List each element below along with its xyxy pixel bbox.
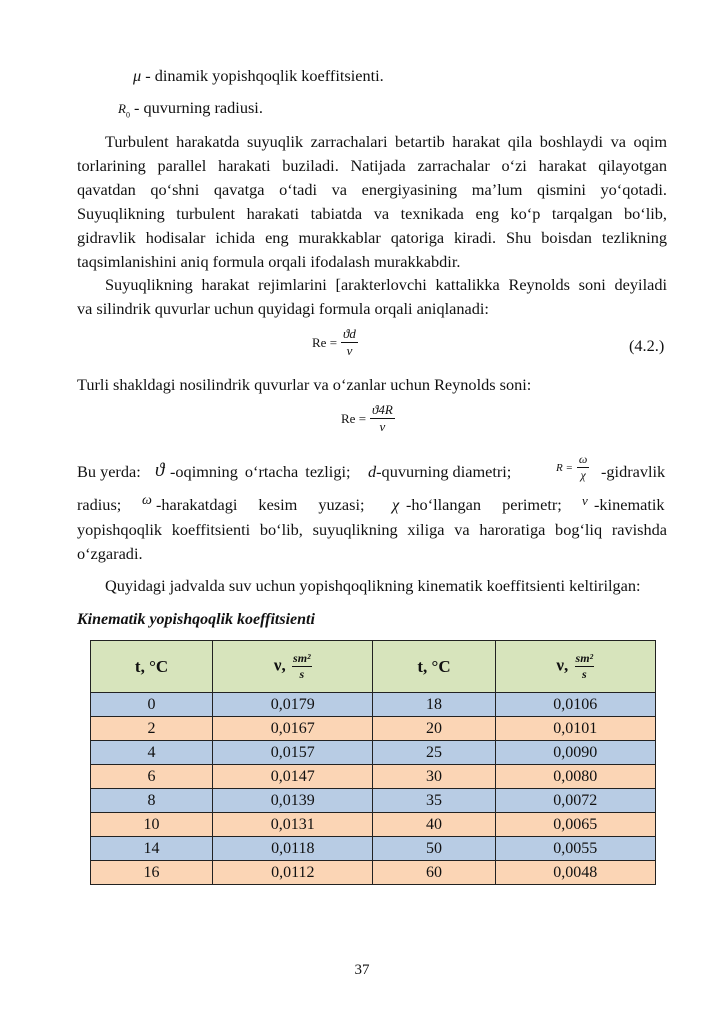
table-row — [91, 837, 656, 861]
table-row — [91, 765, 656, 789]
cell-temperature: 10 — [91, 813, 213, 837]
formula-number: (4.2.) — [629, 336, 665, 355]
header-unit-fraction — [292, 651, 312, 682]
table-row — [91, 789, 656, 813]
header-viscosity — [495, 641, 655, 693]
cell-viscosity: 0,0118 — [213, 837, 373, 861]
cell-viscosity: 0,0131 — [213, 813, 373, 837]
explanation-hydraulic: -gidravlik — [601, 462, 666, 481]
formula-reynolds-cylindrical — [312, 326, 358, 359]
explanation-area: -harakatdagi kesim yuzasi; — [156, 495, 365, 514]
paragraph-line: torlarining parallel harakati buziladi. Natijada zarrachalar o‘zi harakat qilayotgan — [77, 156, 667, 175]
definition-mu — [133, 66, 384, 86]
paragraph-line: Suyuqlikning turbulent harakati tabiatda va texnikada eng ko‘p tarqalgan bo‘lib, — [77, 204, 667, 223]
header-label: ν, — [556, 655, 569, 675]
cell-temperature: 50 — [373, 837, 495, 861]
paragraph-line: Turbulent harakatda suyuqlik zarrachalari betartib harakat qila boshlaydi va oqim — [105, 132, 667, 151]
paragraph-line: o‘zgaradi. — [77, 544, 143, 563]
cell-viscosity: 0,0157 — [213, 741, 373, 765]
cell-temperature: 60 — [373, 861, 495, 885]
table-header-row — [91, 641, 656, 693]
cell-viscosity: 0,0048 — [495, 861, 655, 885]
cell-viscosity: 0,0179 — [213, 693, 373, 717]
unit-denominator: s — [299, 667, 305, 681]
cell-temperature: 20 — [373, 717, 495, 741]
symbol-r-subscript: 0 — [125, 110, 130, 120]
cell-viscosity: 0,0106 — [495, 693, 655, 717]
symbol-omega — [142, 493, 152, 509]
cell-temperature: 2 — [91, 717, 213, 741]
formula-denominator: ν — [379, 419, 386, 434]
symbol-nu-text: ν — [582, 493, 588, 508]
formula-numerator: ϑ4R — [372, 402, 393, 417]
cell-temperature: 25 — [373, 741, 495, 765]
paragraph-line: taqsimlanishini aniq formula orqali ifodalash murakkabdir. — [77, 252, 461, 271]
cell-temperature: 35 — [373, 789, 495, 813]
explanation-radius: radius; — [77, 495, 122, 514]
paragraph-line: qavatdan qo‘shni qavatga o‘tadi va energiyasining ma’lum qismini yo‘qotadi. — [77, 180, 667, 199]
cell-viscosity: 0,0112 — [213, 861, 373, 885]
viscosity-table — [90, 640, 656, 885]
explanation-kinematic: -kinematik — [594, 495, 665, 514]
definition-text: - dinamik yopishqoqlik koeffitsienti. — [141, 66, 384, 85]
symbol-r: R — [118, 101, 126, 116]
cell-viscosity: 0,0065 — [495, 813, 655, 837]
definition-text: - quvurning radiusi. — [129, 98, 263, 117]
table-row — [91, 861, 656, 885]
formula-fraction — [370, 402, 395, 435]
cell-temperature: 30 — [373, 765, 495, 789]
cell-temperature: 18 — [373, 693, 495, 717]
unit-numerator: sm² — [293, 651, 311, 665]
cell-temperature: 4 — [91, 741, 213, 765]
cell-viscosity: 0,0139 — [213, 789, 373, 813]
cell-viscosity: 0,0147 — [213, 765, 373, 789]
table-row — [91, 813, 656, 837]
cell-viscosity: 0,0090 — [495, 741, 655, 765]
cell-viscosity: 0,0080 — [495, 765, 655, 789]
cell-viscosity: 0,0055 — [495, 837, 655, 861]
symbol-mu: μ — [133, 66, 142, 85]
explanation-velocity: -oqimning o‘rtacha tezligi; — [170, 462, 351, 481]
formula-denominator: ν — [346, 343, 353, 358]
formula-numerator: ϑd — [343, 326, 356, 341]
formula-lhs: Re = — [341, 410, 367, 426]
header-temperature — [373, 641, 495, 693]
symbol-nu — [582, 493, 588, 509]
formula-numerator: ω — [578, 452, 588, 466]
explanation-diameter — [368, 462, 511, 482]
paragraph-line: Suyuqlikning harakat rejimlarini [arakterlovchi kattalikka Reynolds soni deyiladi — [105, 275, 667, 294]
page-number: 37 — [354, 962, 370, 978]
cell-temperature: 16 — [91, 861, 213, 885]
paragraph-line: va silindrik quvurlar uchun quyidagi formula orqali aniqlanadi: — [77, 299, 489, 318]
header-temperature — [91, 641, 213, 693]
cell-viscosity: 0,0167 — [213, 717, 373, 741]
definition-r0 — [118, 98, 263, 119]
explanation-perimeter: -ho‘llangan perimetr; — [406, 495, 562, 514]
formula-fraction — [341, 326, 358, 359]
symbol-theta — [155, 460, 164, 482]
table-row — [91, 693, 656, 717]
table-row — [91, 741, 656, 765]
header-viscosity — [213, 641, 373, 693]
cell-temperature: 0 — [91, 693, 213, 717]
header-label: t, °C — [134, 656, 169, 676]
paragraph-table-intro: Quyidagi jadvalda suv uchun yopishqoqlikning kinematik koeffitsienti keltirilgan: — [105, 576, 641, 595]
cell-viscosity: 0,0072 — [495, 789, 655, 813]
header-unit-fraction — [575, 651, 595, 682]
cell-temperature: 14 — [91, 837, 213, 861]
formula-reynolds-noncylindrical — [341, 402, 395, 435]
cell-temperature: 6 — [91, 765, 213, 789]
formula-hydraulic-radius — [556, 452, 589, 483]
table-caption: Kinematik yopishqoqlik koeffitsienti — [77, 611, 315, 628]
cell-temperature: 40 — [373, 813, 495, 837]
explanation-diameter-text: -quvurning diametri; — [376, 462, 512, 481]
table-row — [91, 717, 656, 741]
header-label: ν, — [273, 655, 286, 675]
header-label: t, °C — [417, 656, 451, 676]
symbol-d: d — [368, 462, 377, 481]
paragraph-line: yopishqoqlik koeffitsienti bo‘lib, suyuqlikning xiliga va haroratiga bog‘liq ravishda — [77, 520, 667, 539]
formula-fraction — [577, 452, 589, 483]
paragraph-line: gidravlik hodisalar ichida eng murakkablar qatoriga kiradi. Shu boisdan tezlikning — [77, 228, 667, 247]
unit-denominator: s — [582, 667, 587, 681]
symbol-chi — [392, 495, 399, 515]
unit-numerator: sm² — [575, 651, 594, 665]
paragraph-noncylindrical: Turli shakldagi nosilindrik quvurlar va o‘zanlar uchun Reynolds soni: — [77, 375, 532, 394]
formula-lhs: R = — [556, 461, 573, 474]
symbol-omega-text: ω — [142, 493, 152, 508]
formula-lhs: Re = — [312, 334, 338, 350]
cell-viscosity: 0,0101 — [495, 717, 655, 741]
explanation-prefix: Bu yerda: — [77, 462, 141, 481]
symbol-theta-text: ϑ — [155, 460, 165, 481]
cell-temperature: 8 — [91, 789, 213, 813]
symbol-chi-text: χ — [392, 495, 400, 514]
formula-denominator: χ — [580, 468, 586, 482]
